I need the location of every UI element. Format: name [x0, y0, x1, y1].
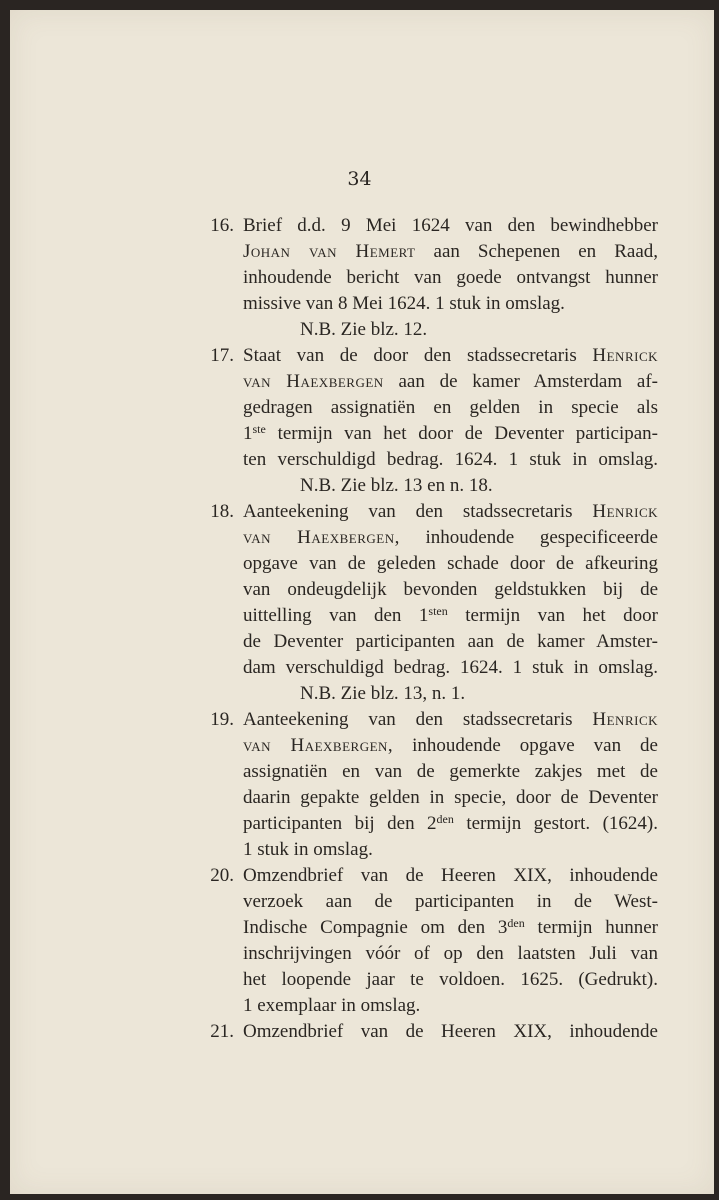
person-name: van Haexbergen,: [243, 527, 400, 548]
entry-line: Omzendbrief van de Heeren XIX, inhoudende: [243, 1021, 658, 1042]
person-name: Henrick: [592, 501, 658, 522]
person-name: Henrick: [592, 709, 658, 730]
entry-line: Staat van de door den stadssecretaris Henrick: [243, 345, 658, 366]
entry-line: van Haexbergen, inhoudende gespecificeerde: [243, 527, 658, 548]
entry-number: 16.: [210, 215, 234, 236]
entry-number: 19.: [210, 709, 234, 730]
entry-line: opgave van de geleden schade door de afkeuring: [243, 553, 658, 574]
entry-number: 17.: [210, 345, 234, 366]
entry-line: van Haexbergen, inhoudende opgave van de: [243, 735, 658, 756]
entry-line: de Deventer participanten aan de kamer Amster-: [243, 631, 658, 652]
entry-line: van Haexbergen aan de kamer Amsterdam af-: [243, 371, 658, 392]
person-name: Johan van Hemert: [243, 241, 416, 262]
entry-line: Aanteekening van den stadssecretaris Henrick: [243, 709, 658, 730]
entry-line: Brief d.d. 9 Mei 1624 van den bewindhebber: [243, 215, 658, 236]
entry-line: assignatiën en van de gemerkte zakjes met de: [243, 761, 658, 782]
person-name: van Haexbergen,: [243, 735, 394, 756]
page-number: 34: [347, 168, 372, 190]
entry-line: 1 exemplaar in omslag.: [243, 995, 421, 1016]
entry-line: participanten bij den $2^{den}$ termijn gestort. (1624).: [243, 812, 659, 834]
entry-line: inschrijvingen vóór of op den laatsten Juli van: [243, 943, 658, 964]
entry-number: 18.: [210, 501, 234, 522]
nb-note: N.B. Zie blz. 13 en n. 18.: [300, 475, 493, 496]
entry-line: van ondeugdelijk bevonden geldstukken bij de: [243, 579, 658, 600]
entry-number: 21.: [210, 1021, 234, 1042]
entry-line: Indische Compagnie om den $3^{den}$ termijn hunner: [243, 916, 658, 938]
entry-line: uittelling van den $1^{sten}$ termijn van het door: [243, 604, 659, 626]
entry-line: verzoek aan de participanten in de West-: [243, 891, 658, 912]
person-name: van Haexbergen: [243, 371, 384, 392]
entry-line: Aanteekening van den stadssecretaris Henrick: [243, 501, 658, 522]
nb-note: N.B. Zie blz. 13, n. 1.: [300, 683, 466, 704]
entry-line: Johan van Hemert aan Schepenen en Raad,: [243, 241, 659, 262]
entry-line: dam verschuldigd bedrag. 1624. 1 stuk in omslag.: [243, 657, 658, 678]
entry-line: daarin gepakte gelden in specie, door de Deventer: [243, 787, 658, 808]
entry-number: 20.: [210, 865, 234, 886]
entry-line: ten verschuldigd bedrag. 1624. 1 stuk in omslag.: [243, 449, 658, 470]
person-name: Henrick: [592, 345, 658, 366]
entry-line: het loopende jaar te voldoen. 1625. (Gedrukt).: [243, 969, 658, 990]
entry-line: Omzendbrief van de Heeren XIX, inhoudende: [243, 865, 658, 886]
entry-line: 1ste termijn van het door de Deventer participan-: [243, 422, 659, 444]
nb-note: N.B. Zie blz. 12.: [300, 319, 428, 340]
entry-line: inhoudende bericht van goede ontvangst hunner: [243, 267, 658, 288]
entry-line: 1 stuk in omslag.: [243, 839, 373, 860]
entry-line: gedragen assignatiën en gelden in specie als: [243, 397, 658, 418]
entry-line: missive van 8 Mei 1624. 1 stuk in omslag.: [243, 293, 565, 314]
